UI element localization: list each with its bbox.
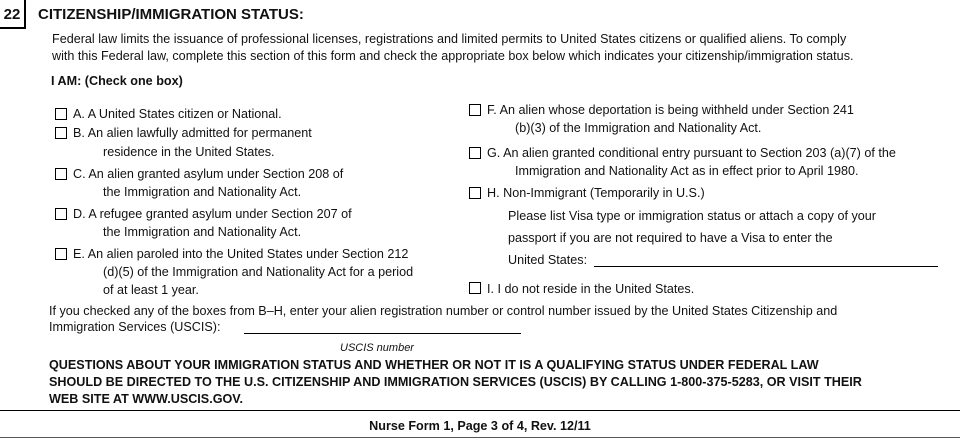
option-d-label: D. A refugee granted asylum under Section 207 of	[73, 207, 352, 221]
checkbox-option-c[interactable]	[55, 168, 67, 180]
intro-line-2: with this Federal law, complete this section of this form and check the appropriate box below which indicates your citizenship/immigration status.	[52, 49, 854, 63]
section-number: 22	[0, 0, 26, 29]
warning-line-2: SHOULD BE DIRECTED TO THE U.S. CITIZENSHIP AND IMMIGRATION SERVICES (USCIS) BY CALLING 1-800-375-5283, OR VISIT THEIR	[49, 375, 862, 389]
intro-line-1: Federal law limits the issuance of professional licenses, registrations and limited permits to United States citizens or qualified aliens. To comply	[52, 32, 847, 46]
alien-registration-instructions: If you checked any of the boxes from B–H, enter your alien registration number or control number issued by the United States Citizenship and	[49, 304, 838, 318]
option-h-label: H. Non-Immigrant (Temporarily in U.S.)	[487, 186, 705, 200]
option-h-instructions-2: passport if you are not required to have a Visa to enter the	[508, 231, 833, 245]
option-g-label: G. An alien granted conditional entry pursuant to Section 203 (a)(7) of the	[487, 146, 896, 160]
checkbox-option-d[interactable]	[55, 208, 67, 220]
uscis-number-caption: USCIS number	[340, 342, 414, 354]
checkbox-option-h[interactable]	[469, 187, 481, 199]
option-a-label: A. A United States citizen or National.	[73, 107, 282, 121]
form-footer: Nurse Form 1, Page 3 of 4, Rev. 12/11	[369, 419, 591, 433]
checkbox-option-b[interactable]	[55, 127, 67, 139]
visa-status-field[interactable]	[594, 266, 938, 267]
uscis-label: Immigration Services (USCIS):	[49, 320, 221, 334]
option-g-label-cont: Immigration and Nationality Act as in effect prior to April 1980.	[515, 164, 859, 178]
divider-line	[0, 410, 960, 411]
bottom-border	[0, 437, 960, 438]
checkbox-option-i[interactable]	[469, 282, 481, 294]
option-b-label-cont: residence in the United States.	[103, 145, 275, 159]
warning-line-1: QUESTIONS ABOUT YOUR IMMIGRATION STATUS AND WHETHER OR NOT IT IS A QUALIFYING STATUS UNDER FEDERAL LAW	[49, 358, 819, 372]
uscis-number-field[interactable]	[244, 333, 521, 334]
option-f-label: F. An alien whose deportation is being withheld under Section 241	[487, 103, 854, 117]
option-c-label-cont: the Immigration and Nationality Act.	[103, 185, 302, 199]
warning-line-3: WEB SITE AT WWW.USCIS.GOV.	[49, 392, 244, 406]
section-title: CITIZENSHIP/IMMIGRATION STATUS:	[38, 6, 304, 23]
united-states-label: United States:	[508, 253, 588, 267]
option-e-label-cont: (d)(5) of the Immigration and Nationality Act for a period	[103, 265, 414, 279]
option-d-label-cont: the Immigration and Nationality Act.	[103, 225, 302, 239]
checkbox-option-f[interactable]	[469, 104, 481, 116]
option-e-label-cont-2: of at least 1 year.	[103, 283, 199, 297]
checkbox-option-e[interactable]	[55, 248, 67, 260]
option-h-instructions-1: Please list Visa type or immigration status or attach a copy of your	[508, 209, 876, 223]
option-f-label-cont: (b)(3) of the Immigration and Nationality Act.	[515, 121, 762, 135]
option-b-label: B. An alien lawfully admitted for permanent	[73, 126, 312, 140]
option-i-label: I. I do not reside in the United States.	[487, 282, 695, 296]
option-c-label: C. An alien granted asylum under Section 208 of	[73, 167, 344, 181]
check-one-heading: I AM: (Check one box)	[51, 74, 183, 88]
option-e-label: E. An alien paroled into the United States under Section 212	[73, 247, 409, 261]
checkbox-option-a[interactable]	[55, 108, 67, 120]
checkbox-option-g[interactable]	[469, 147, 481, 159]
